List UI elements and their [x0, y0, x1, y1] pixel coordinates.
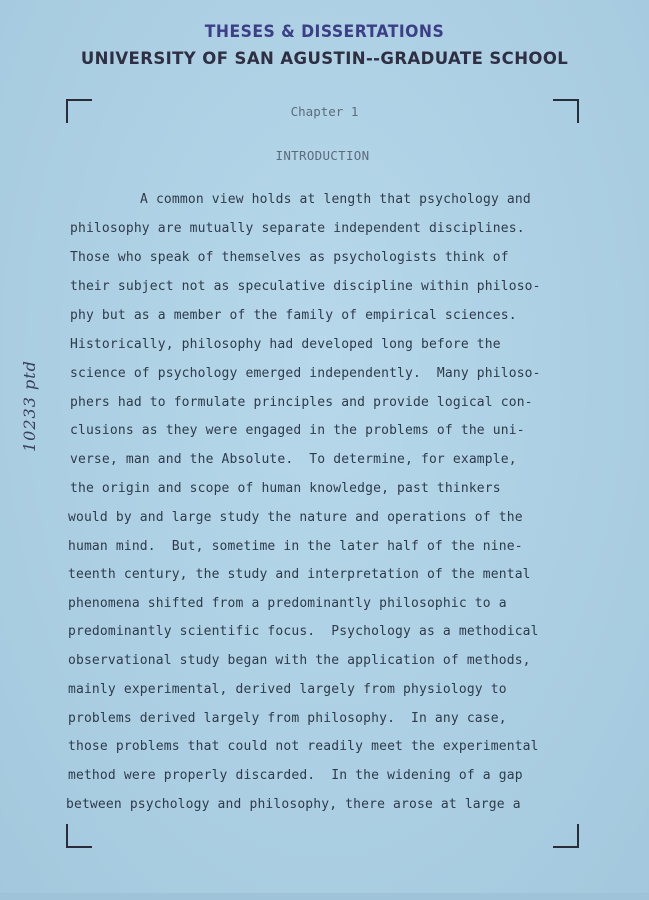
scan-footer-strip	[0, 893, 649, 900]
body-line: A common view holds at length that psychology and	[140, 192, 531, 207]
body-line: those problems that could not readily meet the experimental	[68, 739, 539, 754]
body-line: problems derived largely from philosophy. In any case,	[68, 711, 507, 726]
handwritten-call-number: 10233 ptd	[20, 360, 39, 452]
body-line: predominantly scientific focus. Psychology as a methodical	[68, 624, 539, 639]
body-line: their subject not as speculative discipline within philoso-	[70, 279, 541, 294]
body-line: the origin and scope of human knowledge, past thinkers	[70, 481, 501, 496]
body-line: phers had to formulate principles and provide logical con-	[70, 395, 533, 410]
body-line: philosophy are mutually separate independent disciplines.	[70, 221, 525, 236]
body-line: between psychology and philosophy, there arose at large a	[66, 797, 521, 812]
body-line: observational study began with the application of methods,	[68, 653, 531, 668]
body-line: clusions as they were engaged in the problems of the uni-	[70, 423, 525, 438]
body-line: teenth century, the study and interpretation of the mental	[68, 567, 531, 582]
body-line: phy but as a member of the family of empirical sciences.	[70, 308, 517, 323]
body-line: Those who speak of themselves as psychologists think of	[70, 250, 509, 265]
university-stamp: UNIVERSITY OF SAN AGUSTIN--GRADUATE SCHOOL	[80, 49, 569, 68]
body-line: mainly experimental, derived largely from physiology to	[68, 682, 507, 697]
body-line: would by and large study the nature and operations of the	[68, 510, 523, 525]
theses-stamp: THESES & DISSERTATIONS	[204, 22, 445, 42]
chapter-label: Chapter 1	[290, 104, 359, 119]
body-line: science of psychology emerged independently. Many philoso-	[70, 366, 541, 381]
chapter-title: INTRODUCTION	[275, 148, 370, 163]
body-line: method were properly discarded. In the widening of a gap	[68, 768, 523, 783]
body-line: verse, man and the Absolute. To determine, for example,	[70, 452, 517, 467]
body-line: human mind. But, sometime in the later half of the nine-	[68, 539, 523, 554]
body-line: phenomena shifted from a predominantly philosophic to a	[68, 596, 507, 611]
body-line: Historically, philosophy had developed long before the	[70, 337, 501, 352]
